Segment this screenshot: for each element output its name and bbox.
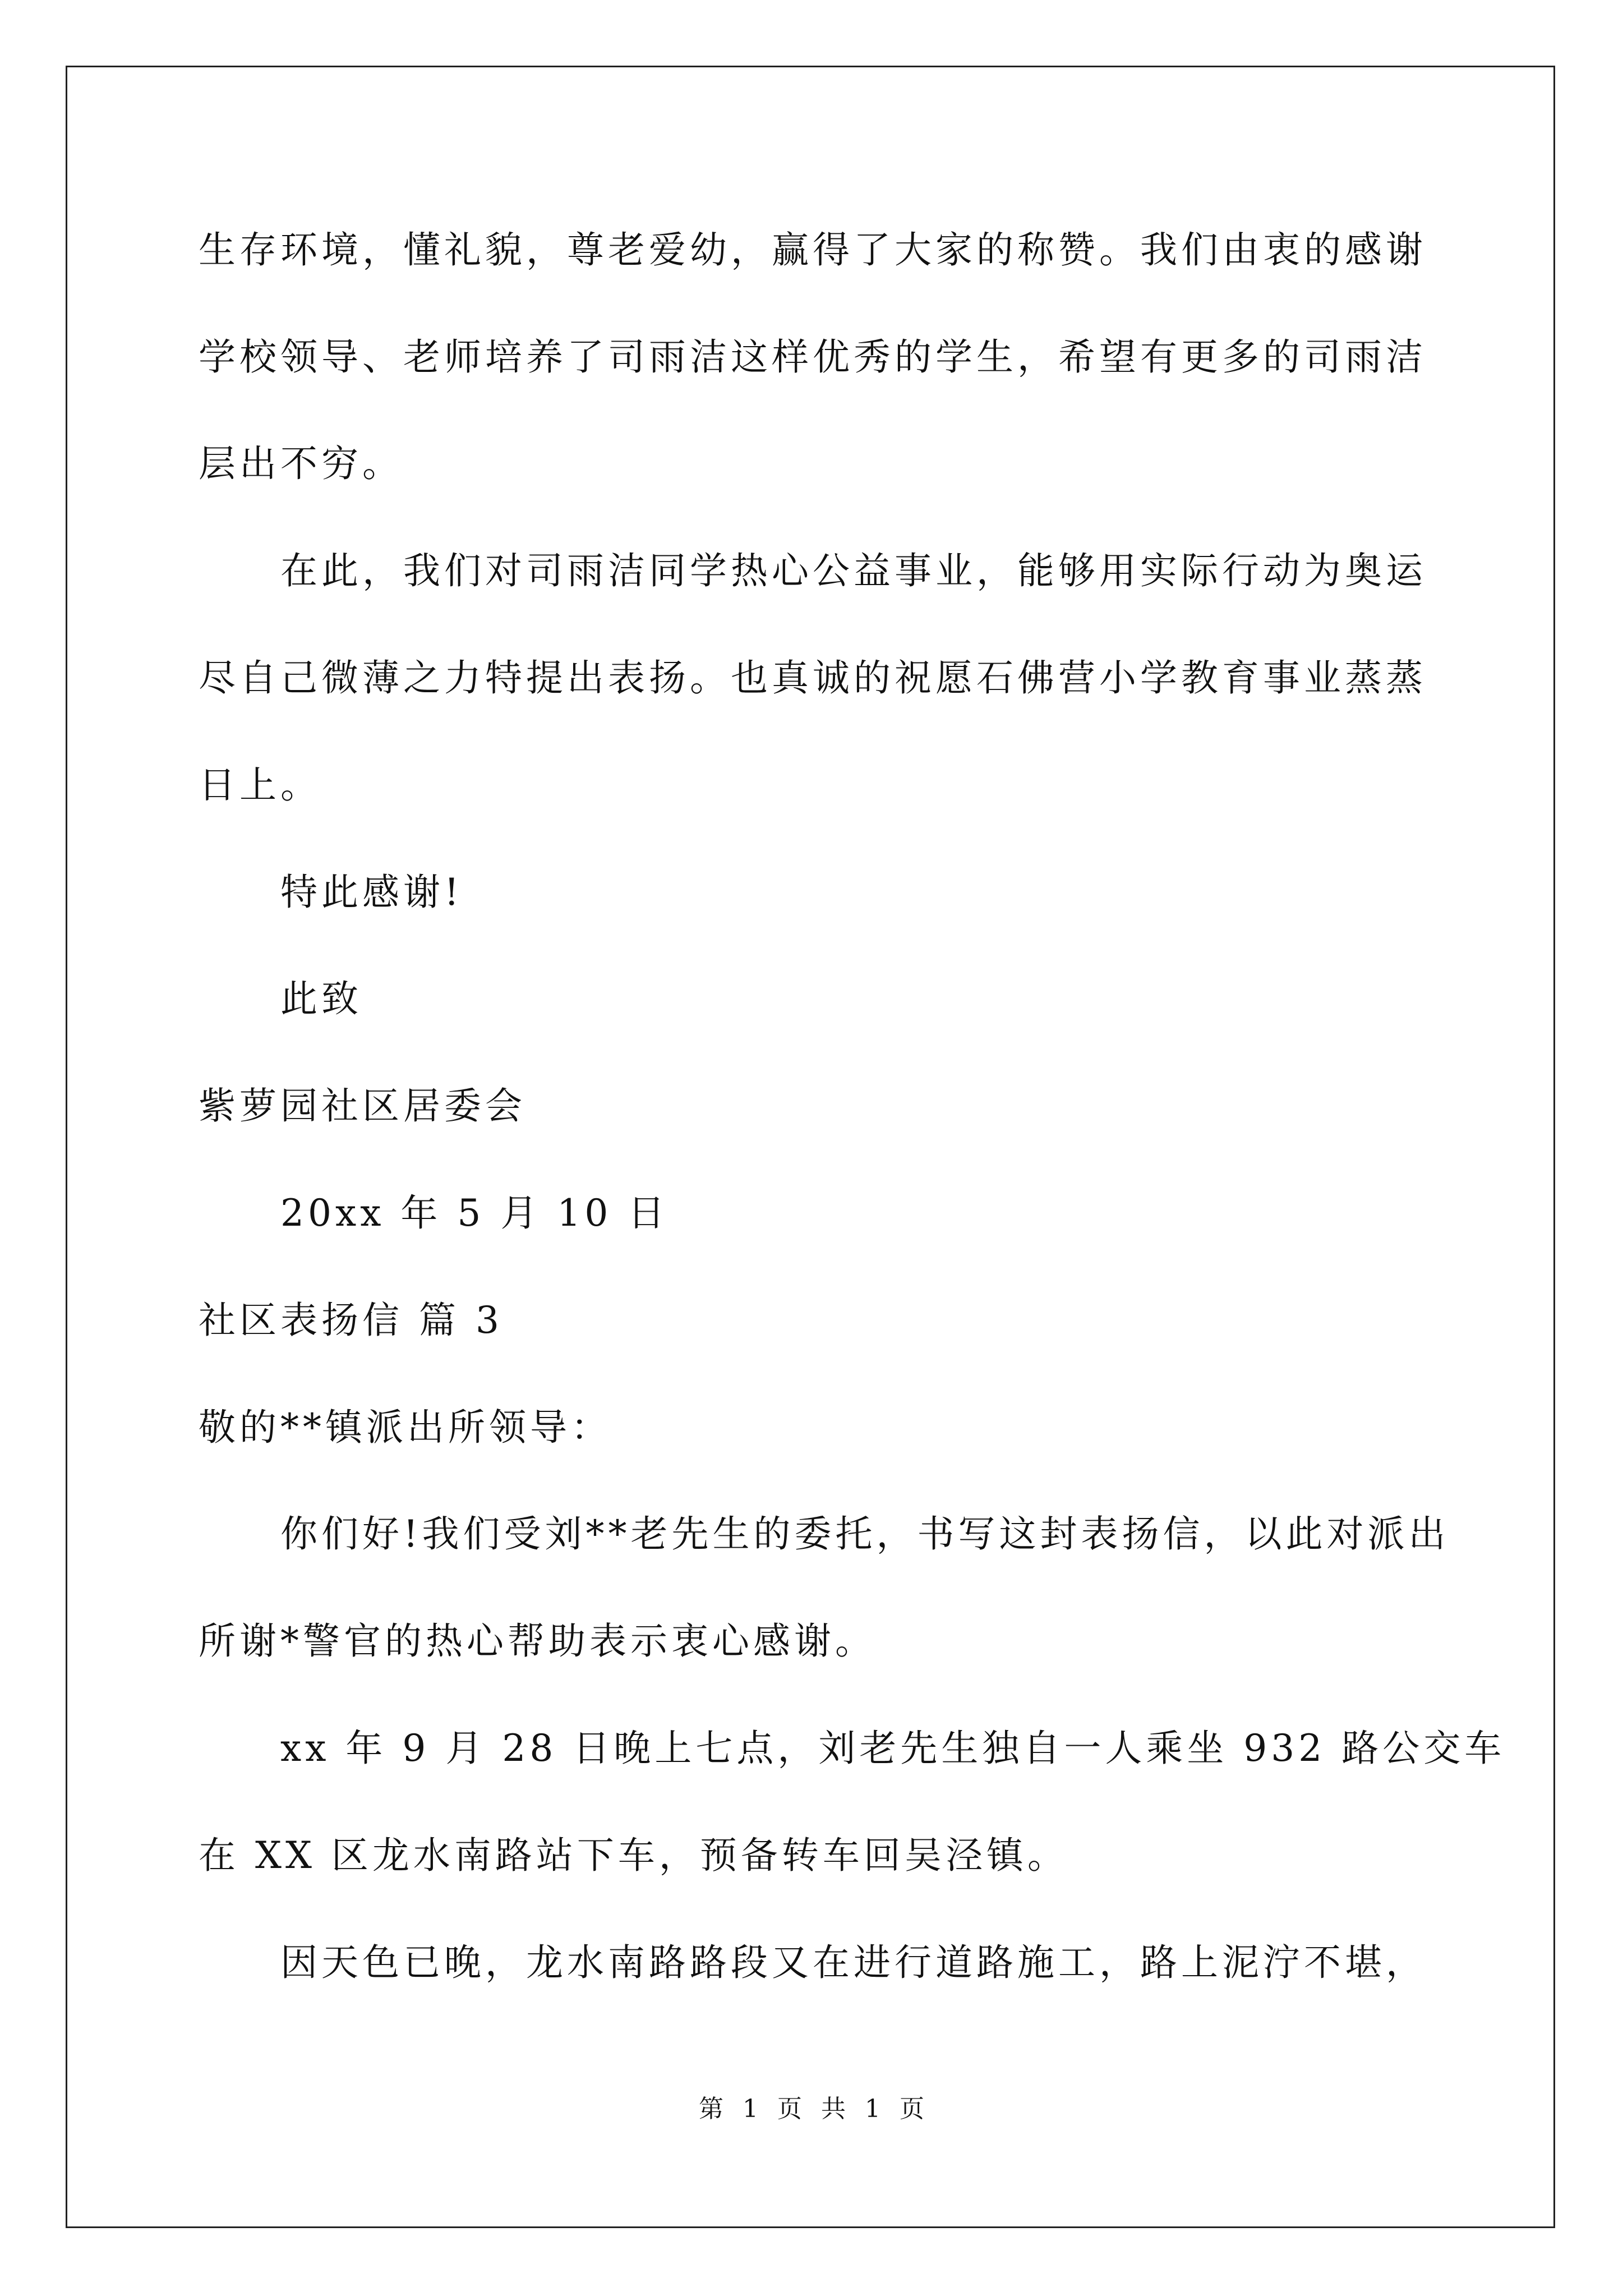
section-title: 社区表扬信 篇 3 xyxy=(199,1299,503,1342)
greeting-line: 敬的**镇派出所领导： xyxy=(199,1406,612,1449)
page-border xyxy=(66,66,1555,2228)
closing-line: 特此感谢! xyxy=(280,871,463,914)
signature-organization: 紫萝园社区居委会 xyxy=(199,1084,526,1128)
paragraph-line: 日上。 xyxy=(199,763,321,807)
paragraph-line: 在此，我们对司雨洁同学热心公益事业，能够用实际行动为奥运 xyxy=(280,549,1427,592)
paragraph-line: 所谢*警官的热心帮助表示衷心感谢。 xyxy=(199,1619,876,1663)
paragraph-line: 生存环境，懂礼貌，尊老爱幼，赢得了大家的称赞。我们由衷的感谢 xyxy=(199,228,1427,272)
paragraph-line: 层出不穷。 xyxy=(199,442,403,485)
signature-date: 20xx 年 5 月 10 日 xyxy=(280,1191,669,1235)
paragraph-line: 学校领导、老师培养了司雨洁这样优秀的学生，希望有更多的司雨洁 xyxy=(199,335,1427,379)
salutation-line: 此致 xyxy=(280,977,362,1020)
paragraph-line: 在 XX 区龙水南路站下车，预备转车回吴泾镇。 xyxy=(199,1834,1068,1877)
page-footer: 第 1 页 共 1 页 xyxy=(699,2095,924,2123)
paragraph-line: 你们好!我们受刘**老先生的委托，书写这封表扬信，以此对派出 xyxy=(280,1512,1450,1556)
paragraph-line: 因天色已晚，龙水南路路段又在进行道路施工，路上泥泞不堪， xyxy=(280,1941,1427,1984)
paragraph-line: xx 年 9 月 28 日晚上七点，刘老先生独自一人乘坐 932 路公交车 xyxy=(280,1727,1506,1770)
paragraph-line: 尽自己微薄之力特提出表扬。也真诚的祝愿石佛营小学教育事业蒸蒸 xyxy=(199,656,1427,700)
